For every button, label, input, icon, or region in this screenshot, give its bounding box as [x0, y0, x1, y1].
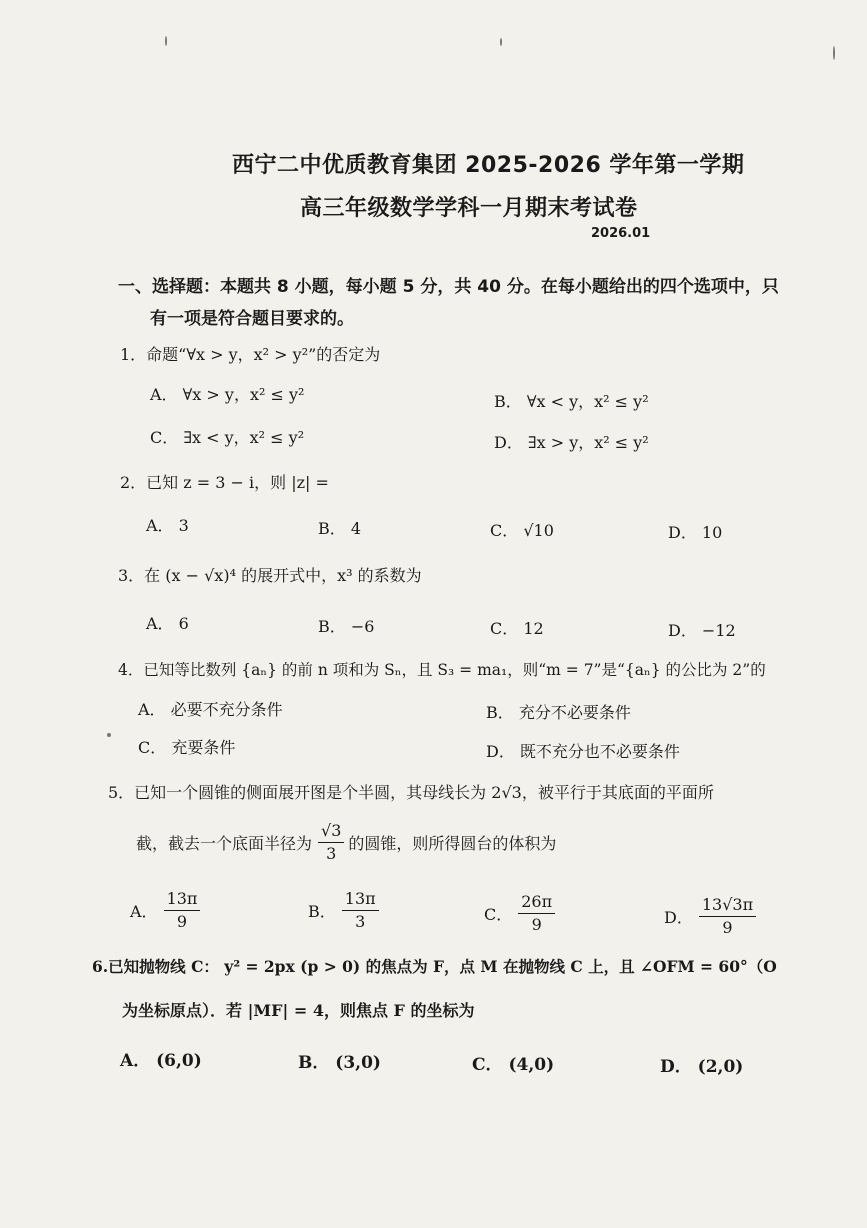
question-6-option-b: B． (3,0) — [298, 1053, 381, 1073]
fraction-denominator: 3 — [326, 843, 337, 863]
fraction-numerator: 13π — [342, 890, 379, 911]
question-4-option-c: C． 充要条件 — [138, 738, 236, 757]
question-6-option-a: A． (6,0) — [120, 1051, 202, 1071]
option-label: A． — [130, 901, 158, 921]
question-5-stem-text: 截，截去一个底面半径为 — [136, 833, 313, 853]
question-3-option-d: D． −12 — [668, 621, 736, 640]
fraction-numerator: 13π — [164, 890, 201, 911]
section-heading-line1: 一、选择题：本题共 8 小题，每小题 5 分，共 40 分。在每小题给出的四个选项中，只 — [118, 277, 779, 297]
fraction-denominator: 9 — [722, 917, 733, 937]
question-6-option-d: D． (2,0) — [660, 1057, 744, 1077]
option-label: C． — [484, 904, 513, 924]
question-4-option-b: B． 充分不必要条件 — [486, 703, 631, 722]
scan-speck — [165, 36, 167, 46]
question-3-stem: 3．在 (x − √x)⁴ 的展开式中，x³ 的系数为 — [118, 566, 422, 585]
question-5-option-c — [484, 893, 555, 933]
question-4-stem: 4．已知等比数列 {aₙ} 的前 n 项和为 Sₙ，且 S₃ = ma₁，则“m = 7”是“{aₙ} 的公比为 2”的 — [118, 661, 766, 679]
fraction-denominator: 9 — [176, 911, 188, 931]
exam-title-line1: 西宁二中优质教育集团 2025-2026 学年第一学期 — [232, 153, 745, 178]
question-5-stem-line2 — [136, 822, 556, 862]
question-5-stem-text: 的圆锥，则所得圆台的体积为 — [348, 833, 557, 853]
question-3-option-a: A． 6 — [146, 614, 189, 633]
question-2-option-b: B． 4 — [318, 519, 362, 538]
question-2-option-a: A． 3 — [146, 516, 189, 535]
fraction-denominator: 9 — [531, 914, 542, 934]
question-1-option-d: D． ∃x > y，x² ≤ y² — [494, 433, 649, 452]
exam-title-line2: 高三年级数学学科一月期末考试卷 — [300, 196, 638, 221]
question-6-stem-line1: 6.已知抛物线 C： y² = 2px (p > 0) 的焦点为 F，点 M 在抛物线 C 上，且 ∠OFM = 60°（O — [92, 957, 777, 976]
fraction-numerator: 26π — [518, 893, 555, 914]
option-fraction — [342, 890, 379, 930]
scan-speck — [107, 733, 111, 737]
scan-speck — [500, 38, 502, 46]
question-1-option-a: A． ∀x > y，x² ≤ y² — [150, 385, 305, 404]
question-2-option-c: C． √10 — [490, 521, 554, 540]
option-label: D． — [664, 907, 693, 927]
option-fraction — [518, 893, 555, 933]
question-5-stem-line1: 5．已知一个圆锥的侧面展开图是个半圆，其母线长为 2√3，被平行于其底面的平面所 — [108, 783, 714, 802]
question-1-stem: 1．命题“∀x > y，x² > y²”的否定为 — [120, 345, 381, 364]
question-5-option-d — [664, 896, 756, 936]
question-4-option-d: D． 既不充分也不必要条件 — [486, 742, 680, 761]
fraction-denominator: 3 — [355, 911, 366, 931]
fraction-numerator: √3 — [318, 822, 344, 843]
question-5-option-b — [308, 890, 379, 930]
question-4-option-a: A． 必要不充分条件 — [138, 700, 283, 719]
scan-speck — [833, 46, 835, 60]
question-1-option-b: B． ∀x < y，x² ≤ y² — [494, 392, 649, 411]
question-6-stem-line2: 为坐标原点）．若 |MF| = 4，则焦点 F 的坐标为 — [122, 1001, 475, 1020]
option-label: B． — [308, 901, 336, 921]
question-3-option-c: C． 12 — [490, 619, 544, 638]
fraction-numerator: 13√3π — [699, 896, 756, 917]
section-heading-line2: 有一项是符合题目要求的。 — [150, 309, 354, 329]
question-3-option-b: B． −6 — [318, 617, 375, 636]
question-1-option-c: C． ∃x < y，x² ≤ y² — [150, 428, 305, 447]
question-2-option-d: D． 10 — [668, 523, 723, 542]
option-fraction — [164, 890, 201, 930]
exam-date: 2026.01 — [591, 226, 651, 241]
question-6-option-c: C． (4,0) — [472, 1055, 555, 1075]
question-5-option-a — [130, 890, 200, 930]
question-5-radius-fraction — [318, 822, 344, 862]
option-fraction — [699, 896, 756, 936]
question-2-stem: 2．已知 z = 3 − i，则 |z| = — [120, 473, 329, 492]
